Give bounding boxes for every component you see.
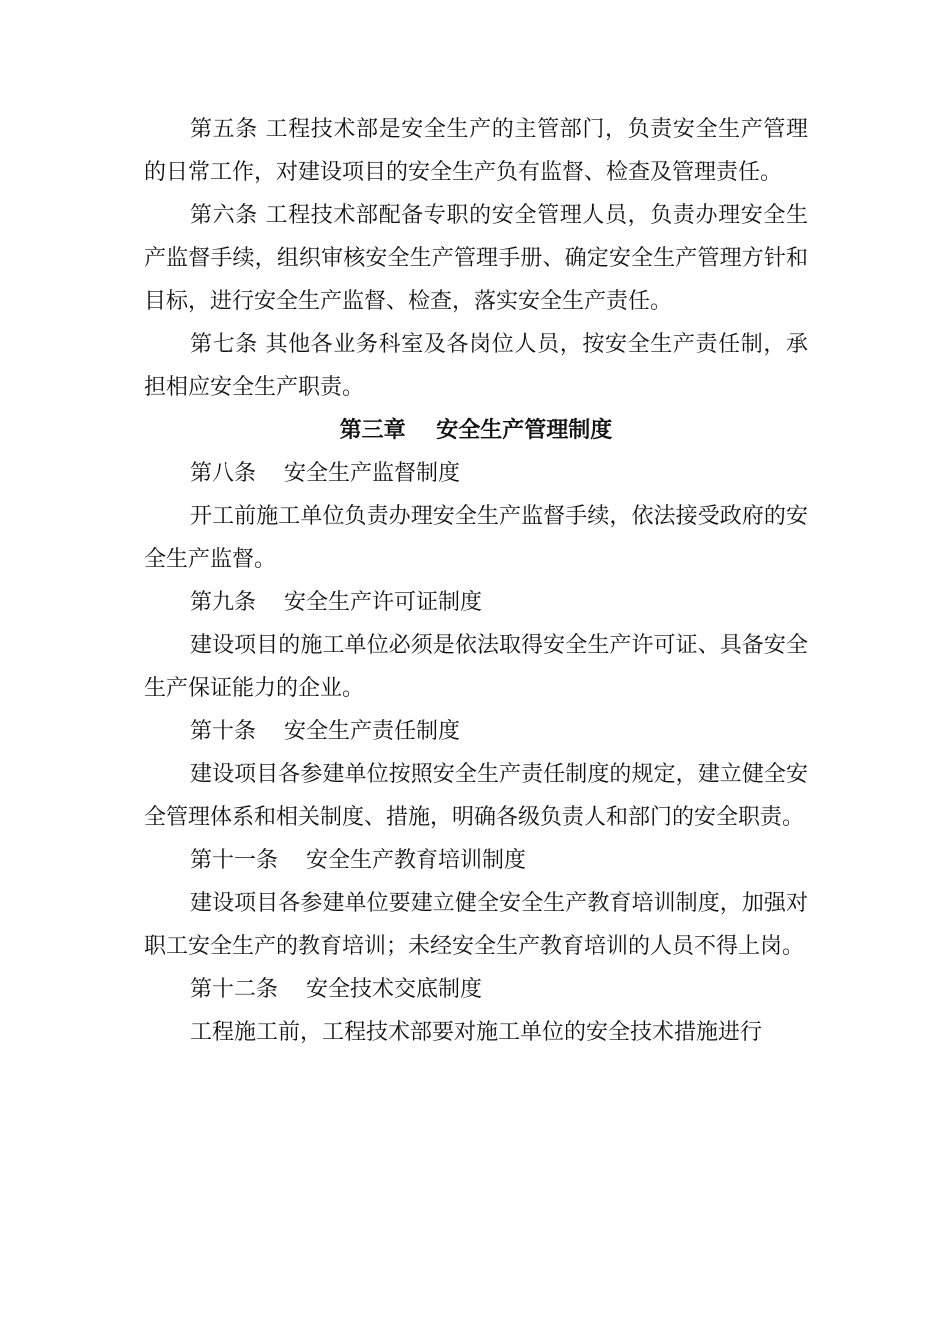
article-12-heading: 第十二条 安全技术交底制度 — [190, 977, 482, 1002]
article-8-heading: 第八条 安全生产监督制度 — [190, 461, 460, 486]
article-10-paragraph: 建设项目各参建单位按照安全生产责任制度的规定，建立健全安全管理体系和相关制度、措施，明确各级负责人和部门的安全职责。 — [144, 762, 808, 830]
article-10-heading: 第十条 安全生产责任制度 — [190, 719, 460, 744]
chapter-3-title: 第三章 安全生产管理制度 — [339, 418, 613, 443]
article-11-heading: 第十一条 安全生产教育培训制度 — [190, 848, 526, 873]
article-5-paragraph: 第五条 工程技术部是安全生产的主管部门，负责安全生产管理的日常工作，对建设项目的安全生产负有监督、检查及管理责任。 — [144, 117, 808, 185]
article-7-paragraph: 第七条 其他各业务科室及各岗位人员，按安全生产责任制，承担相应安全生产职责。 — [144, 332, 808, 400]
article-6-paragraph: 第六条 工程技术部配备专职的安全管理人员，负责办理安全生产监督手续，组织审核安全生产管理手册、确定安全生产管理方针和目标，进行安全生产监督、检查，落实安全生产责任。 — [144, 203, 808, 314]
document-body — [144, 108, 808, 1054]
article-8-paragraph: 开工前施工单位负责办理安全生产监督手续，依法接受政府的安全生产监督。 — [144, 504, 808, 572]
article-9-paragraph: 建设项目的施工单位必须是依法取得安全生产许可证、具备安全生产保证能力的企业。 — [144, 633, 808, 701]
article-9-heading: 第九条 安全生产许可证制度 — [190, 590, 482, 615]
article-11-paragraph: 建设项目各参建单位要建立健全安全生产教育培训制度，加强对职工安全生产的教育培训；未经安全生产教育培训的人员不得上岗。 — [144, 891, 808, 959]
article-12-paragraph: 工程施工前，工程技术部要对施工单位的安全技术措施进行 — [190, 1020, 763, 1045]
